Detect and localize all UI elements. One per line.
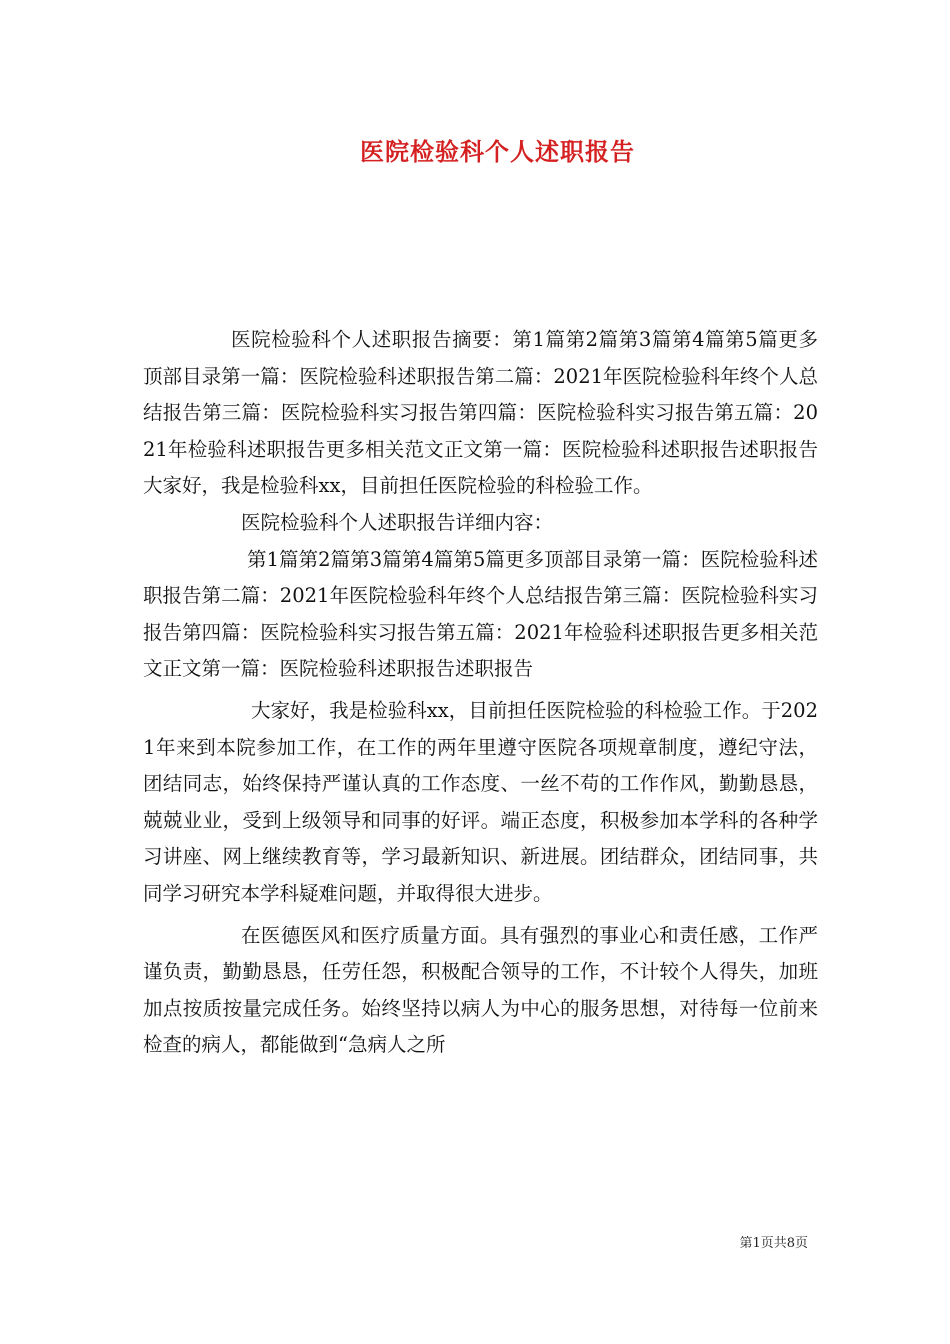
- paragraph-introduction: 大家好，我是检验科xx，目前担任医院检验的科检验工作。于2021年来到本院参加工作，在工作的两年里遵守医院各项规章制度，遵纪守法，团结同志，始终保持严谨认真的工作态度、一丝不苟的工作作风，勤勤恳恳，兢兢业业，受到上级领导和同事的好评。端正态度，积极参加本学科的各种学习讲座、网上继续教育等，学习最新知识、新进展。团结群众，团结同事，共同学习研究本学科疑难问题，并取得很大进步。: [143, 698, 818, 905]
- paragraph-summary: 医院检验科个人述职报告摘要：第1篇第2篇第3篇第4篇第5篇更多顶部目录第一篇：医院检验科述职报告第二篇：2021年医院检验科年终个人总结报告第三篇：医院检验科实习报告第四篇：医院检验科实习报告第五篇：2021年检验科述职报告更多相关范文正文第一篇：医院检验科述职报告述职报告大家好，我是检验科xx，目前担任医院检验的科检验工作。: [143, 328, 818, 498]
- page-number: 第1页共8页: [739, 1236, 808, 1251]
- document-title: 医院检验科个人述职报告: [360, 137, 635, 166]
- paragraph-contents: 第1篇第2篇第3篇第4篇第5篇更多顶部目录第一篇：医院检验科述职报告第二篇：2021年医院检验科年终个人总结报告第三篇：医院检验科实习报告第四篇：医院检验科实习报告第五篇：2021年检验科述职报告更多相关范文正文第一篇：医院检验科述职报告述职报告: [143, 547, 818, 681]
- paragraph-detail-heading: 医院检验科个人述职报告详细内容：: [241, 510, 554, 534]
- paragraph-medical-ethics: 在医德医风和医疗质量方面。具有强烈的事业心和责任感，工作严谨负责，勤勤恳恳，任劳任怨，积极配合领导的工作，不计较个人得失，加班加点按质按量完成任务。始终坚持以病人为中心的服务思想，对待每一位前来检查的病人，都能做到“急病人之所: [143, 923, 818, 1057]
- document-body: [143, 322, 818, 1064]
